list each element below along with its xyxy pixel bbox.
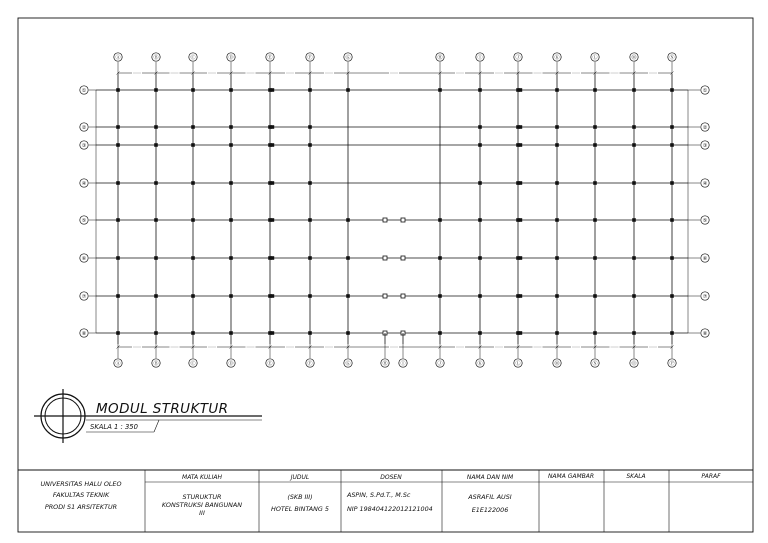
- course-line-2: KONSTRUKSI BANGUNAN: [161, 501, 243, 509]
- title-header: JUDUL: [290, 474, 310, 481]
- grid-label-top: Ⓚ: [554, 54, 560, 61]
- column: [478, 294, 482, 298]
- title-block: [18, 470, 753, 532]
- column: [271, 181, 275, 185]
- column: [632, 88, 636, 92]
- core-column: [383, 294, 387, 298]
- column: [346, 294, 350, 298]
- grid-label-bottom: Ⓛ: [515, 360, 521, 367]
- column: [438, 331, 442, 335]
- grid-label-right: ⑧: [702, 330, 708, 337]
- column: [593, 294, 597, 298]
- core-column: [401, 256, 405, 260]
- column: [191, 331, 195, 335]
- grid-label-bottom: Ⓜ: [554, 360, 560, 367]
- column: [116, 125, 120, 129]
- student-header: NAMA DAN NIM: [466, 474, 514, 481]
- drawing-title: MODUL STRUKTUR: [96, 401, 229, 417]
- column: [632, 256, 636, 260]
- grid-label-left: ④: [81, 180, 87, 187]
- institution-line-3: PRODI S1 ARSITEKTUR: [44, 503, 118, 511]
- lecturer-nip: NIP 198404122012121004: [347, 505, 433, 513]
- column: [478, 88, 482, 92]
- institution-line-1: UNIVERSITAS HALU OLEO: [40, 480, 122, 488]
- grid-label-top: Ⓕ: [307, 54, 313, 61]
- grid-label-right: ②: [702, 124, 708, 131]
- column: [555, 88, 559, 92]
- column: [271, 88, 275, 92]
- column: [593, 88, 597, 92]
- institution-line-2: FAKULTAS TEKNIK: [52, 491, 110, 499]
- column: [632, 125, 636, 129]
- column: [154, 143, 158, 147]
- column: [154, 125, 158, 129]
- column: [271, 125, 275, 129]
- grid-label-right: ⑤: [702, 217, 708, 224]
- column: [271, 256, 275, 260]
- column: [308, 125, 312, 129]
- column: [116, 143, 120, 147]
- column: [229, 125, 233, 129]
- column: [519, 125, 523, 129]
- column: [478, 331, 482, 335]
- column: [154, 88, 158, 92]
- column: [593, 181, 597, 185]
- column: [308, 218, 312, 222]
- column: [116, 331, 120, 335]
- column: [191, 181, 195, 185]
- column: [670, 331, 674, 335]
- lecturer-header: DOSEN: [380, 474, 402, 481]
- column: [191, 294, 195, 298]
- grid-label-bottom: Ⓙ: [437, 360, 443, 367]
- column: [438, 88, 442, 92]
- column: [519, 331, 523, 335]
- column: [229, 218, 233, 222]
- column: [519, 88, 523, 92]
- drawing-title-symbol: [34, 389, 262, 443]
- course-line-1: STURUKTUR: [182, 493, 222, 501]
- column: [478, 181, 482, 185]
- column: [116, 181, 120, 185]
- column: [154, 331, 158, 335]
- student-nim: E1E122006: [471, 506, 509, 514]
- grid-label-bottom: Ⓖ: [345, 360, 351, 367]
- column: [519, 218, 523, 222]
- column: [555, 181, 559, 185]
- column: [478, 218, 482, 222]
- column: [191, 143, 195, 147]
- column: [191, 218, 195, 222]
- column: [555, 218, 559, 222]
- column: [593, 125, 597, 129]
- lecturer-name: ASPIN, S.Pd.T., M.Sc: [347, 491, 411, 499]
- column: [308, 294, 312, 298]
- grid-label-left: ⑤: [81, 217, 87, 224]
- column: [229, 256, 233, 260]
- grid-label-right: ⑦: [702, 293, 708, 300]
- grid-label-left: ①: [81, 87, 87, 94]
- column: [346, 218, 350, 222]
- grid-label-bottom: Ⓔ: [267, 360, 273, 367]
- grid-label-bottom: Ⓒ: [190, 360, 196, 367]
- student-name: ASRAFIL AUSI: [468, 493, 512, 501]
- column: [670, 294, 674, 298]
- column: [116, 88, 120, 92]
- column: [271, 143, 275, 147]
- column: [229, 331, 233, 335]
- column: [346, 256, 350, 260]
- grid-label-left: ⑦: [81, 293, 87, 300]
- column: [271, 294, 275, 298]
- column: [229, 88, 233, 92]
- grid-label-bottom: Ⓐ: [115, 360, 121, 367]
- signature-header: PARAF: [701, 473, 721, 480]
- grid-label-bottom: Ⓓ: [228, 360, 234, 367]
- column: [191, 125, 195, 129]
- grid-label-left: ⑥: [81, 255, 87, 262]
- grid-label-top: Ⓜ: [631, 54, 637, 61]
- core-column: [383, 218, 387, 222]
- column: [229, 181, 233, 185]
- grid-label-top: Ⓔ: [267, 54, 273, 61]
- column: [555, 331, 559, 335]
- grid-label-right: ④: [702, 180, 708, 187]
- column: [229, 143, 233, 147]
- drawing-scale: SKALA 1 : 350: [90, 423, 138, 431]
- grid-label-bottom: Ⓚ: [477, 360, 483, 367]
- grid-label-bottom: Ⓞ: [631, 360, 637, 367]
- column: [519, 181, 523, 185]
- column: [191, 256, 195, 260]
- column: [555, 294, 559, 298]
- column: [670, 218, 674, 222]
- column: [555, 143, 559, 147]
- column: [670, 181, 674, 185]
- column: [271, 218, 275, 222]
- grid-label-bottom: Ⓝ: [592, 360, 598, 367]
- column: [632, 294, 636, 298]
- course-header: MATA KULIAH: [182, 474, 222, 481]
- column: [593, 256, 597, 260]
- column: [116, 218, 120, 222]
- title-line-2: HOTEL BINTANG 5: [271, 505, 329, 513]
- grid-label-left: ⑧: [81, 330, 87, 337]
- grid-label-top: Ⓝ: [669, 54, 675, 61]
- column: [478, 143, 482, 147]
- column: [271, 331, 275, 335]
- structural-grid: [80, 53, 709, 367]
- grid-label-top: Ⓗ: [437, 54, 443, 61]
- column: [346, 88, 350, 92]
- grid-label-bottom: Ⓟ: [669, 360, 675, 367]
- column: [154, 294, 158, 298]
- core-column: [401, 218, 405, 222]
- column: [154, 218, 158, 222]
- column: [593, 331, 597, 335]
- grid-label-left: ③: [81, 142, 87, 149]
- core-column: [401, 294, 405, 298]
- column: [116, 256, 120, 260]
- column: [632, 181, 636, 185]
- column: [519, 143, 523, 147]
- column: [670, 256, 674, 260]
- column: [308, 88, 312, 92]
- column: [154, 256, 158, 260]
- column: [478, 125, 482, 129]
- grid-label-top: Ⓑ: [153, 54, 159, 61]
- column: [478, 256, 482, 260]
- column: [346, 331, 350, 335]
- column: [154, 181, 158, 185]
- column: [229, 294, 233, 298]
- grid-label-right: ③: [702, 142, 708, 149]
- sheet-border: [18, 18, 753, 532]
- grid-label-right: ①: [702, 87, 708, 94]
- column: [632, 218, 636, 222]
- grid-label-top: Ⓖ: [345, 54, 351, 61]
- grid-label-bottom: Ⓗ: [382, 360, 388, 367]
- column: [438, 294, 442, 298]
- grid-label-right: ⑥: [702, 255, 708, 262]
- course-line-3: III: [199, 509, 205, 517]
- column: [519, 294, 523, 298]
- column: [632, 143, 636, 147]
- scale-header: SKALA: [626, 473, 646, 480]
- grid-label-top: Ⓘ: [477, 54, 483, 61]
- column: [632, 331, 636, 335]
- column: [519, 256, 523, 260]
- column: [308, 331, 312, 335]
- column: [670, 143, 674, 147]
- column: [308, 256, 312, 260]
- grid-label-top: Ⓛ: [592, 54, 598, 61]
- grid-label-bottom: Ⓑ: [153, 360, 159, 367]
- grid-label-bottom: Ⓘ: [400, 360, 406, 367]
- column: [308, 143, 312, 147]
- column: [593, 143, 597, 147]
- grid-label-bottom: Ⓕ: [307, 360, 313, 367]
- grid-label-top: Ⓐ: [115, 54, 121, 61]
- drawing-name-header: NAMA GAMBAR: [547, 473, 595, 480]
- column: [555, 125, 559, 129]
- column: [670, 88, 674, 92]
- grid-label-top: Ⓒ: [190, 54, 196, 61]
- column: [116, 294, 120, 298]
- grid-label-left: ②: [81, 124, 87, 131]
- scale-slash: [154, 420, 159, 432]
- core-column: [383, 256, 387, 260]
- title-line-1: (SKB III): [287, 493, 313, 501]
- column: [438, 218, 442, 222]
- column: [308, 181, 312, 185]
- grid-label-top: Ⓙ: [515, 54, 521, 61]
- column: [191, 88, 195, 92]
- column: [555, 256, 559, 260]
- column: [670, 125, 674, 129]
- grid-label-top: Ⓓ: [228, 54, 234, 61]
- column: [438, 256, 442, 260]
- column: [593, 218, 597, 222]
